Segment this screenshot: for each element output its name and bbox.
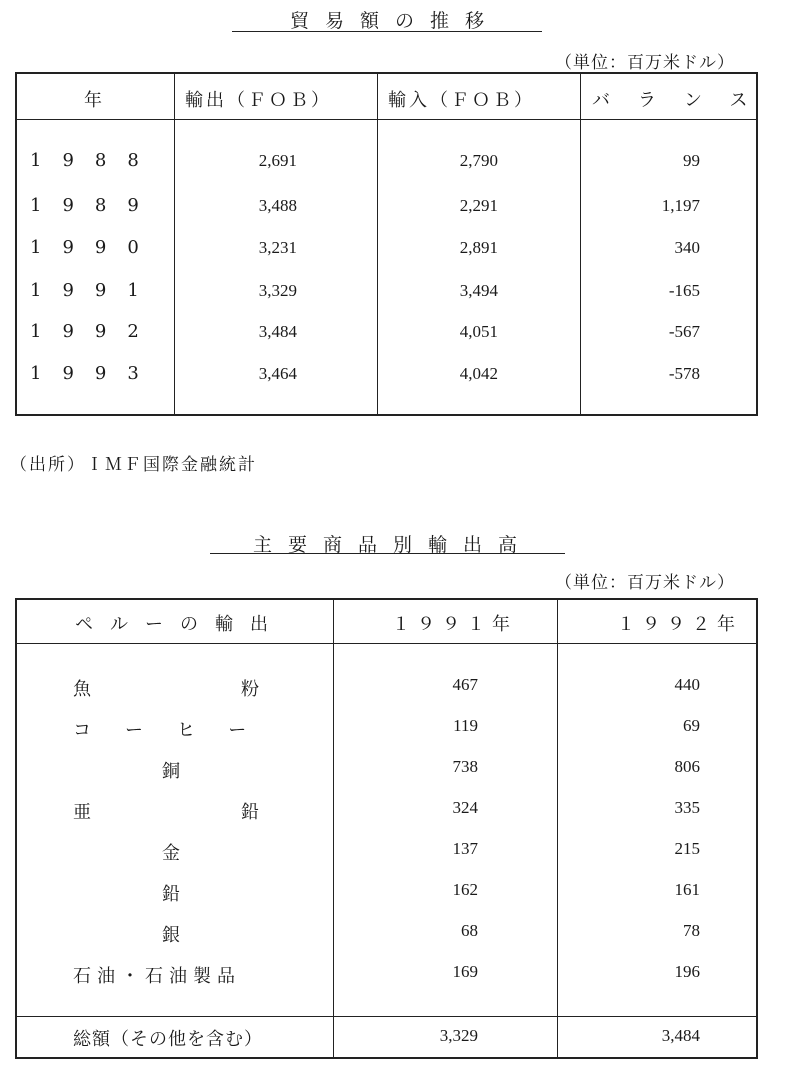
trade-unit-note: （単位：百万米ドル） bbox=[555, 53, 735, 73]
product-total-label: 総額（その他を含む） bbox=[73, 1029, 263, 1050]
trade-source-note: （出所）ＩＭＦ国際金融統計 bbox=[10, 455, 257, 475]
products-table bbox=[15, 598, 758, 1059]
products-total-divider bbox=[17, 1016, 756, 1017]
product-1992: 78 bbox=[683, 921, 700, 940]
product-1991: 137 bbox=[452, 839, 478, 858]
trade-title-underline bbox=[232, 31, 542, 32]
trade-year: 1991 bbox=[30, 280, 160, 301]
trade-imports: 3,494 bbox=[459, 281, 498, 300]
products-title-underline bbox=[210, 553, 565, 554]
products-header-divider bbox=[17, 643, 756, 644]
product-name: 金 bbox=[162, 843, 180, 864]
trade-balance: -578 bbox=[668, 364, 700, 383]
trade-year: 1990 bbox=[30, 237, 160, 258]
product-name: 亜鉛 bbox=[73, 802, 409, 823]
trade-year: 1989 bbox=[30, 195, 160, 216]
trade-balance: 340 bbox=[674, 238, 700, 257]
trade-balance: 99 bbox=[683, 151, 700, 170]
trade-header-exports: 輸出（ＦＯＢ） bbox=[185, 90, 332, 111]
trade-exports: 3,231 bbox=[258, 238, 297, 257]
products-header-1992: １９９２年 bbox=[617, 614, 742, 635]
product-1991: 68 bbox=[461, 921, 478, 940]
product-total-1992: 3,484 bbox=[661, 1026, 700, 1045]
trade-header-imports: 輸入（ＦＯＢ） bbox=[388, 90, 535, 111]
product-1992: 335 bbox=[674, 798, 700, 817]
product-1992: 196 bbox=[674, 962, 700, 981]
product-name: 石油・石油製品 bbox=[73, 966, 241, 987]
product-1991: 467 bbox=[452, 675, 478, 694]
products-col-divider-2 bbox=[557, 600, 558, 1057]
trade-balance: -567 bbox=[668, 322, 700, 341]
trade-imports: 2,291 bbox=[459, 196, 498, 215]
product-1992: 215 bbox=[674, 839, 700, 858]
trade-exports: 3,464 bbox=[258, 364, 297, 383]
product-1991: 162 bbox=[452, 880, 478, 899]
products-col-divider-1 bbox=[333, 600, 334, 1057]
trade-year: 1988 bbox=[30, 150, 160, 171]
product-1991: 169 bbox=[452, 962, 478, 981]
products-unit-note: （単位：百万米ドル） bbox=[555, 573, 735, 593]
product-name: 銅 bbox=[162, 761, 180, 782]
products-header-1991: １９９１年 bbox=[392, 614, 517, 635]
trade-imports: 4,051 bbox=[459, 322, 498, 341]
trade-title: 貿易額の推移 bbox=[289, 10, 500, 32]
product-1991: 738 bbox=[452, 757, 478, 776]
trade-imports: 2,891 bbox=[459, 238, 498, 257]
trade-balance: 1,197 bbox=[661, 196, 700, 215]
product-1991: 119 bbox=[453, 716, 478, 735]
trade-exports: 3,488 bbox=[258, 196, 297, 215]
trade-exports: 3,329 bbox=[258, 281, 297, 300]
trade-col-divider-1 bbox=[174, 74, 175, 414]
trade-imports: 2,790 bbox=[459, 151, 498, 170]
trade-year: 1992 bbox=[30, 321, 160, 342]
product-1992: 69 bbox=[683, 716, 700, 735]
trade-header-balance: バランス bbox=[592, 90, 776, 111]
product-name: コーヒー bbox=[73, 720, 281, 741]
trade-exports: 2,691 bbox=[258, 151, 297, 170]
trade-imports: 4,042 bbox=[459, 364, 498, 383]
products-title: 主要商品別輸出高 bbox=[252, 534, 533, 556]
trade-year: 1993 bbox=[30, 363, 160, 384]
product-1991: 324 bbox=[452, 798, 478, 817]
product-name: 鉛 bbox=[162, 884, 180, 905]
trade-balance: -165 bbox=[668, 281, 700, 300]
product-1992: 806 bbox=[674, 757, 700, 776]
products-header-item: ペルーの輸出 bbox=[75, 614, 285, 635]
product-name: 魚粉 bbox=[73, 679, 409, 700]
trade-exports: 3,484 bbox=[258, 322, 297, 341]
product-name: 銀 bbox=[162, 925, 180, 946]
product-total-1991: 3,329 bbox=[439, 1026, 478, 1045]
trade-header-divider bbox=[17, 119, 756, 120]
product-1992: 161 bbox=[674, 880, 700, 899]
product-1992: 440 bbox=[674, 675, 700, 694]
trade-header-year: 年 bbox=[84, 90, 102, 111]
